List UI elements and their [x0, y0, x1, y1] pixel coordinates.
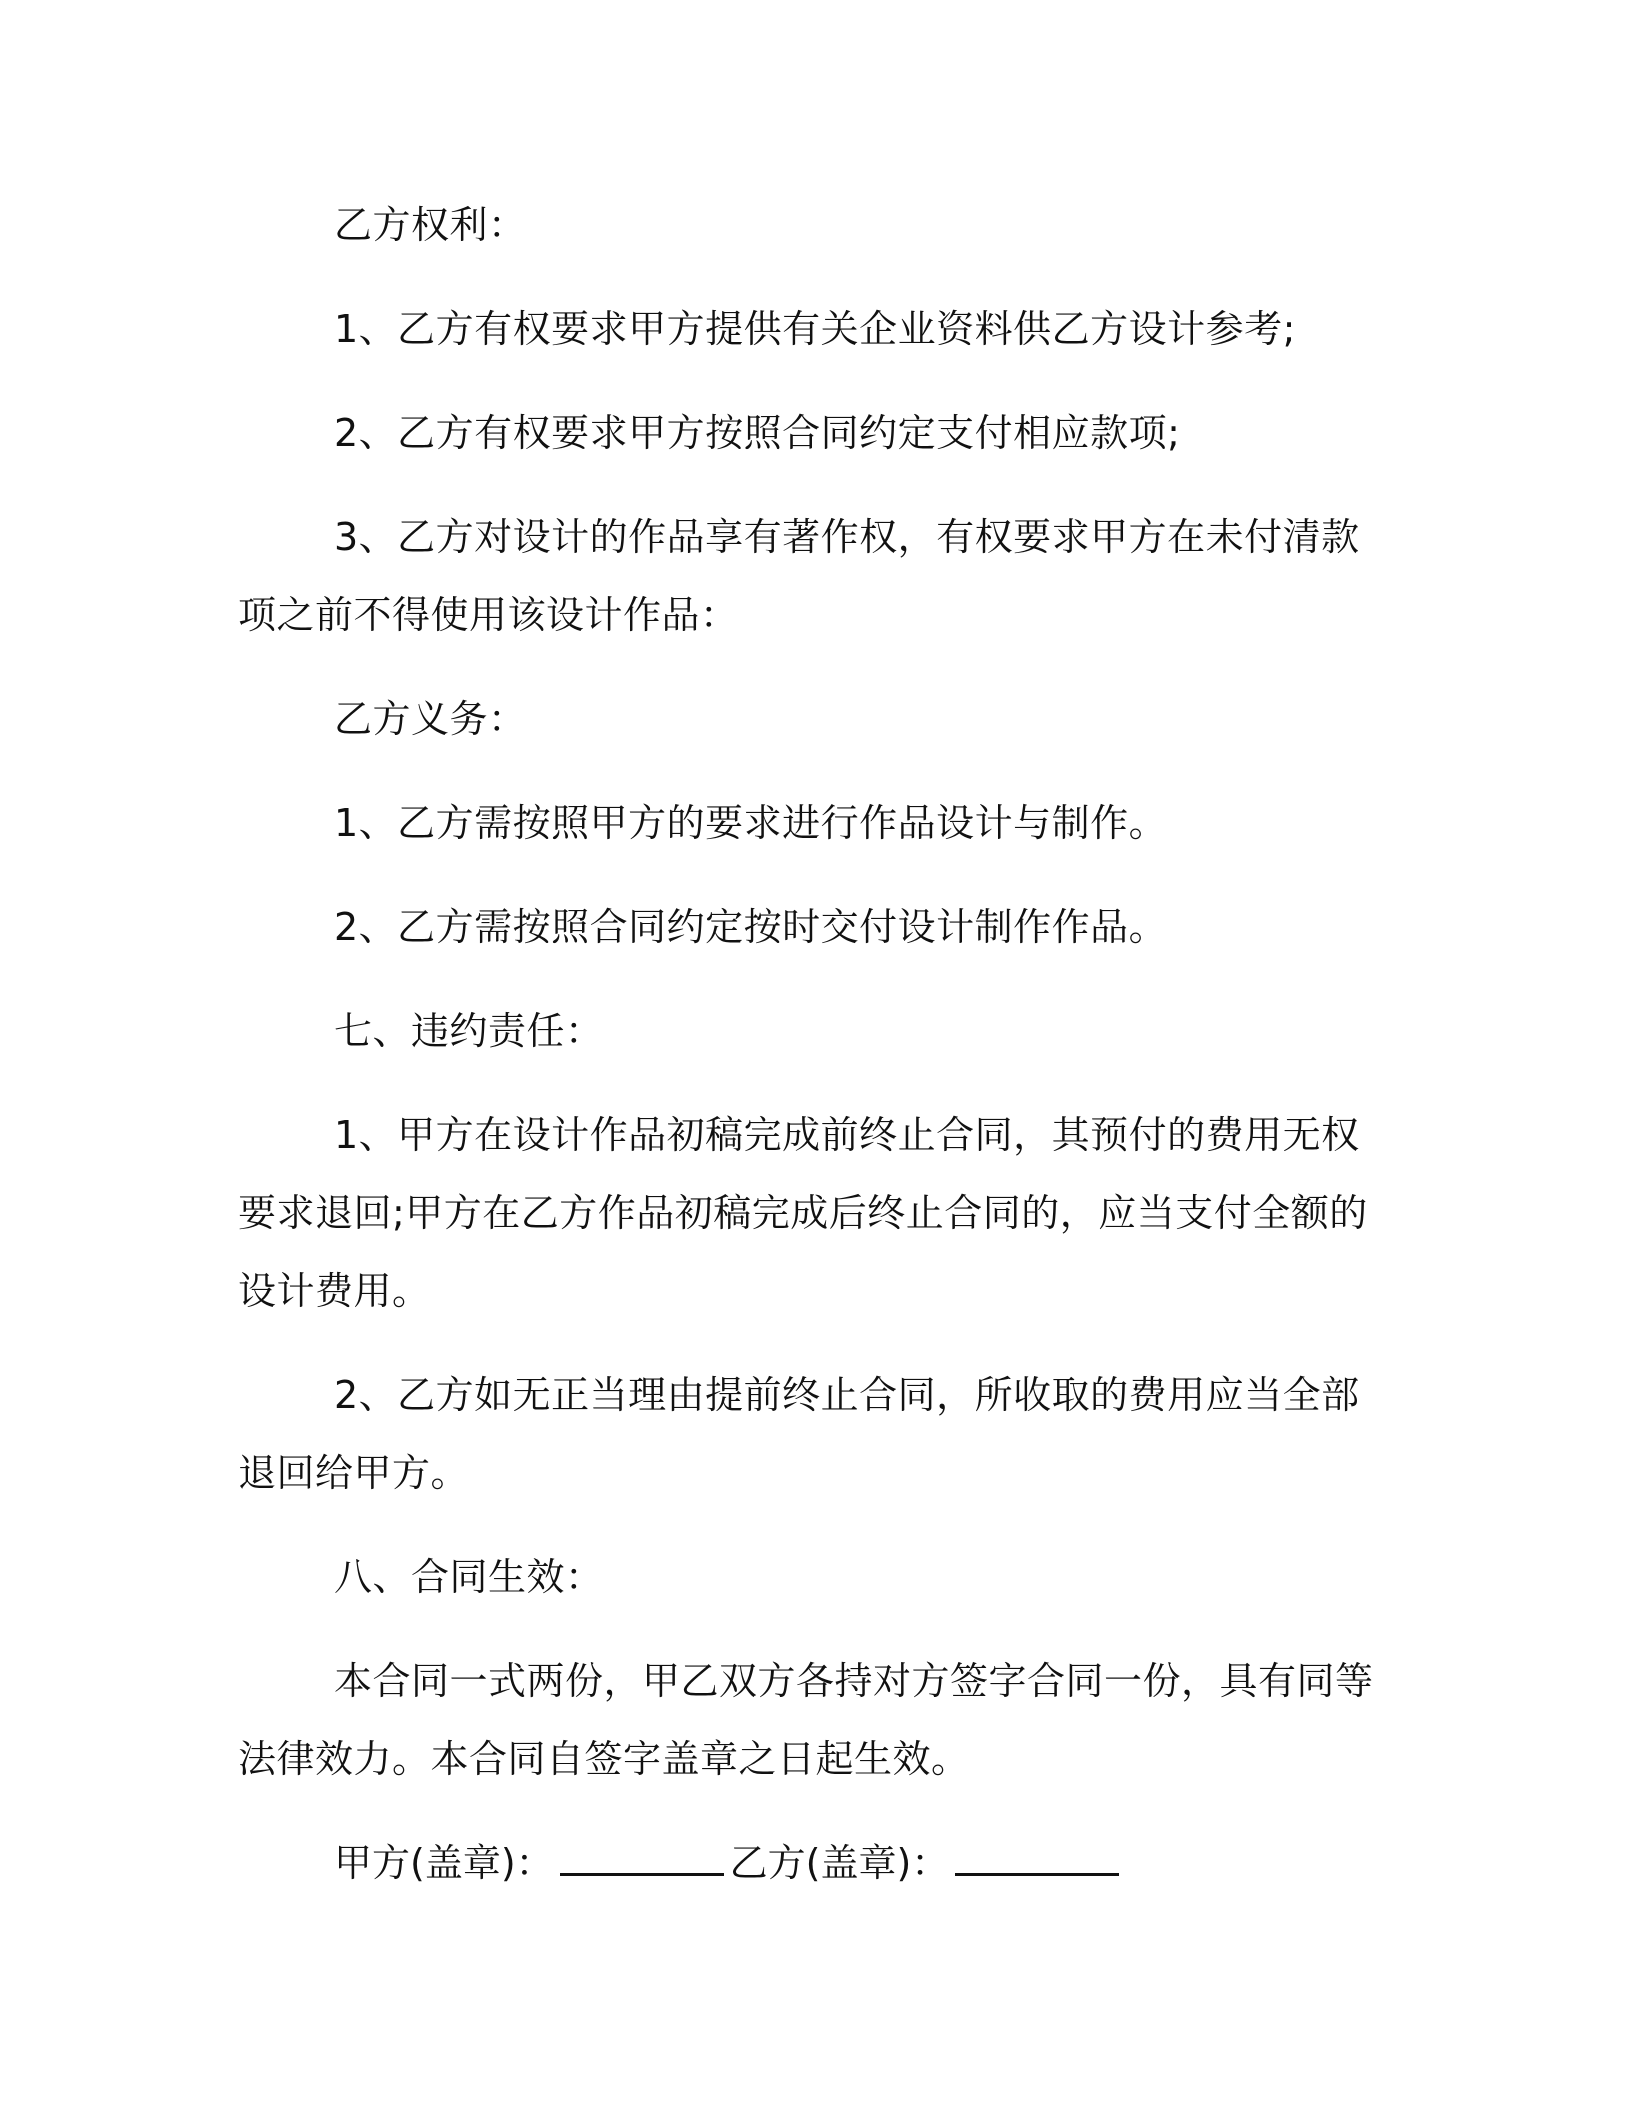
party-b-seal-label: 乙方(盖章)： [729, 1841, 950, 1885]
document-body [238, 186, 1378, 1902]
section-heading-contract-effect: 八、合同生效： [334, 1555, 604, 1599]
party-a-seal-blank[interactable] [560, 1843, 724, 1876]
clause-breach-1: 1、甲方在设计作品初稿完成前终止合同，其预付的费用无权要求退回;甲方在乙方作品初稿完成后终止合同的，应当支付全额的设计费用。 [238, 1113, 1368, 1313]
clause-breach-2: 2、乙方如无正当理由提前终止合同，所收取的费用应当全部退回给甲方。 [238, 1373, 1360, 1495]
clause-contract-effect: 本合同一式两份，甲乙双方各持对方签字合同一份，具有同等法律效力。本合同自签字盖章之日起生效。 [238, 1659, 1374, 1781]
party-a-seal-label: 甲方(盖章)： [334, 1841, 554, 1885]
clause-rights-1: 1、乙方有权要求甲方提供有关企业资料供乙方设计参考; [334, 307, 1296, 351]
clause-duties-2: 2、乙方需按照合同约定按时交付设计制作作品。 [334, 905, 1168, 949]
clause-duties-1: 1、乙方需按照甲方的要求进行作品设计与制作。 [334, 801, 1168, 845]
clause-rights-2: 2、乙方有权要求甲方按照合同约定支付相应款项; [334, 411, 1181, 455]
section-heading-breach-liability: 七、违约责任： [334, 1009, 604, 1053]
party-b-seal-blank[interactable] [955, 1843, 1119, 1876]
signature-line [238, 1824, 1378, 1902]
clause-rights-3: 3、乙方对设计的作品享有著作权，有权要求甲方在未付清款项之前不得使用该设计作品： [238, 515, 1360, 637]
section-heading-party-b-duties: 乙方义务： [334, 697, 527, 741]
section-heading-party-b-rights: 乙方权利： [334, 203, 527, 247]
